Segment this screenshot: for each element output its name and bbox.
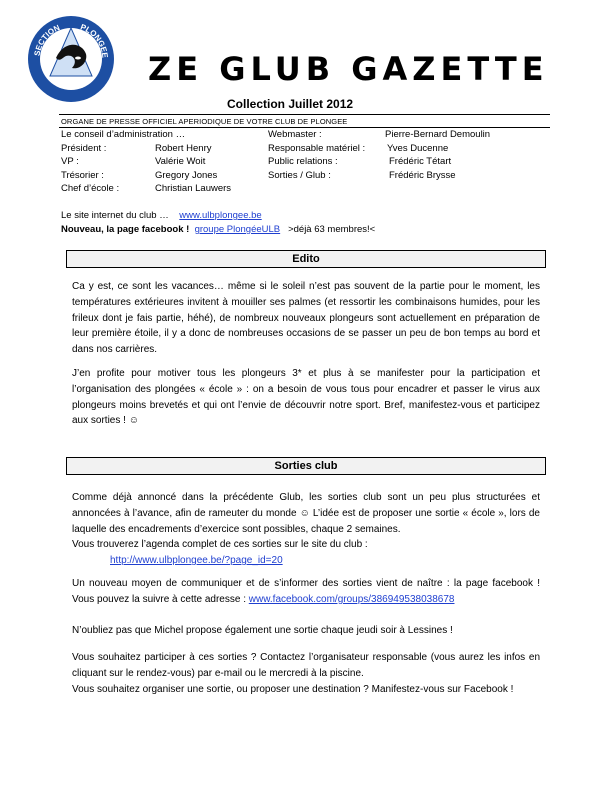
facebook-group-link[interactable]: groupe PlongéeULB: [194, 224, 281, 235]
staff-role-sorties: Sorties / Glub :: [268, 170, 331, 181]
sorties-body-2: [72, 576, 540, 608]
facebook-line: [61, 224, 375, 235]
sorties-heading: Sorties club: [66, 457, 546, 475]
sorties-body-1: [72, 490, 540, 569]
staff-role-vp: VP :: [61, 156, 79, 167]
staff-name-sorties: Frédéric Brysse: [389, 170, 456, 181]
edito-paragraph-1: Ca y est, ce sont les vacances… même si le soleil n’est pas souvent de la partie pour le moment, les températures extérieures invitent à mouiller ses palmes (et ressortir les combinaisons humides, pour les frileux dont je fais partie, héhé), de nombreux nouveaux plongeurs sont actuellement en préparation de leur première étoile, il y a donc de nombreuses occasions de se passer un peu de bon temps au bord et dans nos carrières.: [72, 281, 540, 356]
gazette-title: ZE GLUB GAZETTE: [148, 50, 549, 88]
edito-body-2: [72, 366, 540, 429]
edito-body: [72, 279, 540, 358]
staff-name-materiel: Yves Ducenne: [387, 143, 449, 154]
staff-role-public-relations: Public relations :: [268, 156, 338, 167]
staff-name-president: Robert Henry: [155, 143, 212, 154]
facebook-group-url[interactable]: www.facebook.com/groups/386949538038678: [248, 593, 455, 605]
staff-name-vp: Valérie Woit: [155, 156, 206, 167]
edito-paragraph-2: J’en profite pour motiver tous les plongeurs 3* et plus à se manifester pour la participation et l’organisation des plongées « école » : on a besoin de vous tous pour encadrer et passer le virus aux plongeurs moins brevetés et qui ont l’envie de découvrir notre sport. Bref, manifestez-vous et participez aux sorties ! ☺: [72, 368, 540, 427]
sorties-paragraph-5: Vous souhaitez participer à ces sorties ? Contactez l’organisateur responsable (vous aurez les infos en cliquant sur le rendez-vous) par e-mail ou le mercredi à la piscine.: [72, 652, 540, 679]
sorties-paragraph-2: Vous trouverez l’agenda complet de ces sorties sur le site du club :: [72, 539, 368, 551]
logo-badge: ULB: [57, 76, 85, 91]
organ-line: ORGANE DE PRESSE OFFICIEL APERIODIQUE DE VOTRE CLUB DE PLONGEE: [59, 114, 550, 128]
staff-name-webmaster: Pierre-Bernard Demoulin: [385, 129, 491, 140]
logo-ring-text-left: SECTION: [32, 23, 62, 57]
staff-name-tresorier: Gregory Jones: [155, 170, 218, 181]
club-logo: [26, 14, 116, 104]
facebook-members: >déjà 63 membres!<: [288, 224, 376, 235]
sorties-body-4: [72, 650, 540, 697]
facebook-label: Nouveau, la page facebook !: [61, 224, 190, 235]
site-line: [61, 210, 262, 221]
staff-role-chef-ecole: Chef d’école :: [61, 183, 120, 194]
edito-heading: Edito: [66, 250, 546, 268]
sorties-paragraph-4: N’oubliez pas que Michel propose également une sortie chaque jeudi soir à Lessines !: [72, 625, 453, 636]
sorties-body-3: [72, 623, 540, 639]
staff-role-webmaster: Webmaster :: [268, 129, 322, 140]
staff-role-materiel: Responsable matériel :: [268, 143, 366, 154]
site-link[interactable]: www.ulbplongee.be: [179, 210, 262, 221]
sorties-paragraph-1: Comme déjà annoncé dans la précédente Glub, les sorties club sont un peu plus structurées et annoncées à l’avance, afin de rameuter du monde ☺ L’idée est de proposer une sortie « école », lors de laquelle des encadrements d’exercice sont possibles, chaque 2 semaines.: [72, 492, 540, 535]
staff-role-tresorier: Trésorier :: [61, 170, 104, 181]
staff-intro: Le conseil d’administration …: [61, 129, 186, 140]
collection-label: Collection Juillet 2012: [227, 97, 354, 111]
logo-ring-text-right: PLONGEE: [79, 22, 110, 59]
staff-role-president: Président :: [61, 143, 107, 154]
sorties-paragraph-6: Vous souhaitez organiser une sortie, ou proposer une destination ? Manifestez-vous sur Facebook !: [72, 683, 514, 695]
site-label: Le site internet du club …: [61, 210, 169, 221]
agenda-link[interactable]: http://www.ulbplongee.be/?page_id=20: [110, 555, 283, 567]
staff-name-public-relations: Frédéric Tétart: [389, 156, 452, 167]
staff-name-chef-ecole: Christian Lauwers: [155, 183, 232, 194]
sorties-paragraph-3: Un nouveau moyen de communiquer et de s’informer des sorties vient de naître : la page facebook ! Vous pouvez la suivre à cette adresse :: [72, 578, 540, 605]
